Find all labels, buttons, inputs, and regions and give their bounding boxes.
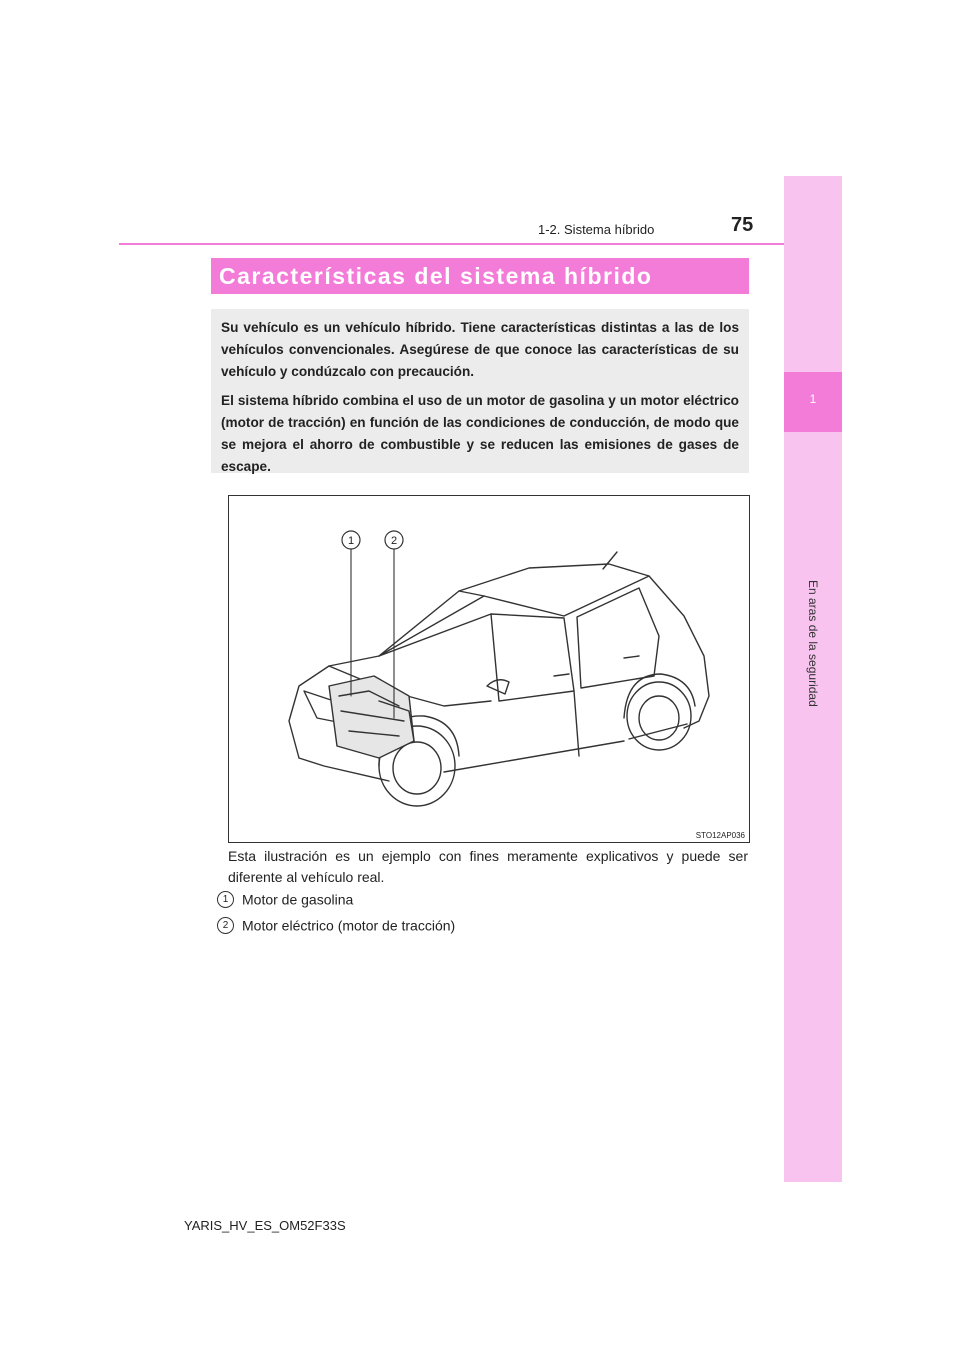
legend-label-2: Motor eléctrico (motor de tracción): [242, 917, 456, 934]
legend-number-1: 1: [217, 891, 234, 908]
intro-box: [211, 309, 749, 473]
callout-2-label: 2: [390, 535, 398, 547]
figure-caption: Esta ilustración es un ejemplo con fines meramente explicativos y puede ser diferente al vehículo real.: [228, 848, 748, 885]
legend-number-2: 2: [217, 917, 234, 934]
intro-paragraph-2: El sistema híbrido combina el uso de un motor de gasolina y un motor eléctrico (motor de tracción) en función de las condiciones de conducción, de modo que se mejora el ahorro de combustible y se reducen las emisiones de gases de escape.: [221, 393, 739, 474]
section-label: 1-2. Sistema híbrido: [538, 222, 655, 237]
footer-code: YARIS_HV_ES_OM52F33S: [184, 1218, 346, 1233]
car-drawing: [229, 496, 749, 842]
callout-1-label: 1: [347, 535, 355, 547]
legend-label-1: Motor de gasolina: [242, 891, 354, 908]
header-rule: [119, 243, 784, 245]
legend-item-1: [217, 890, 353, 910]
chapter-number: 1: [809, 392, 817, 406]
page-title: Características del sistema híbrido: [211, 258, 749, 294]
chapter-label: En aras de la seguridad: [806, 580, 820, 707]
legend-item-2: [217, 916, 455, 936]
figure-code: STO12AP036: [695, 831, 745, 840]
page-number: 75: [731, 214, 754, 236]
car-illustration: [228, 495, 750, 843]
intro-paragraph-1: Su vehículo es un vehículo híbrido. Tiene características distintas a las de los vehículos convencionales. Asegúrese de que conoce las características de su vehículo y condúzcalo con precaución.: [221, 320, 739, 379]
